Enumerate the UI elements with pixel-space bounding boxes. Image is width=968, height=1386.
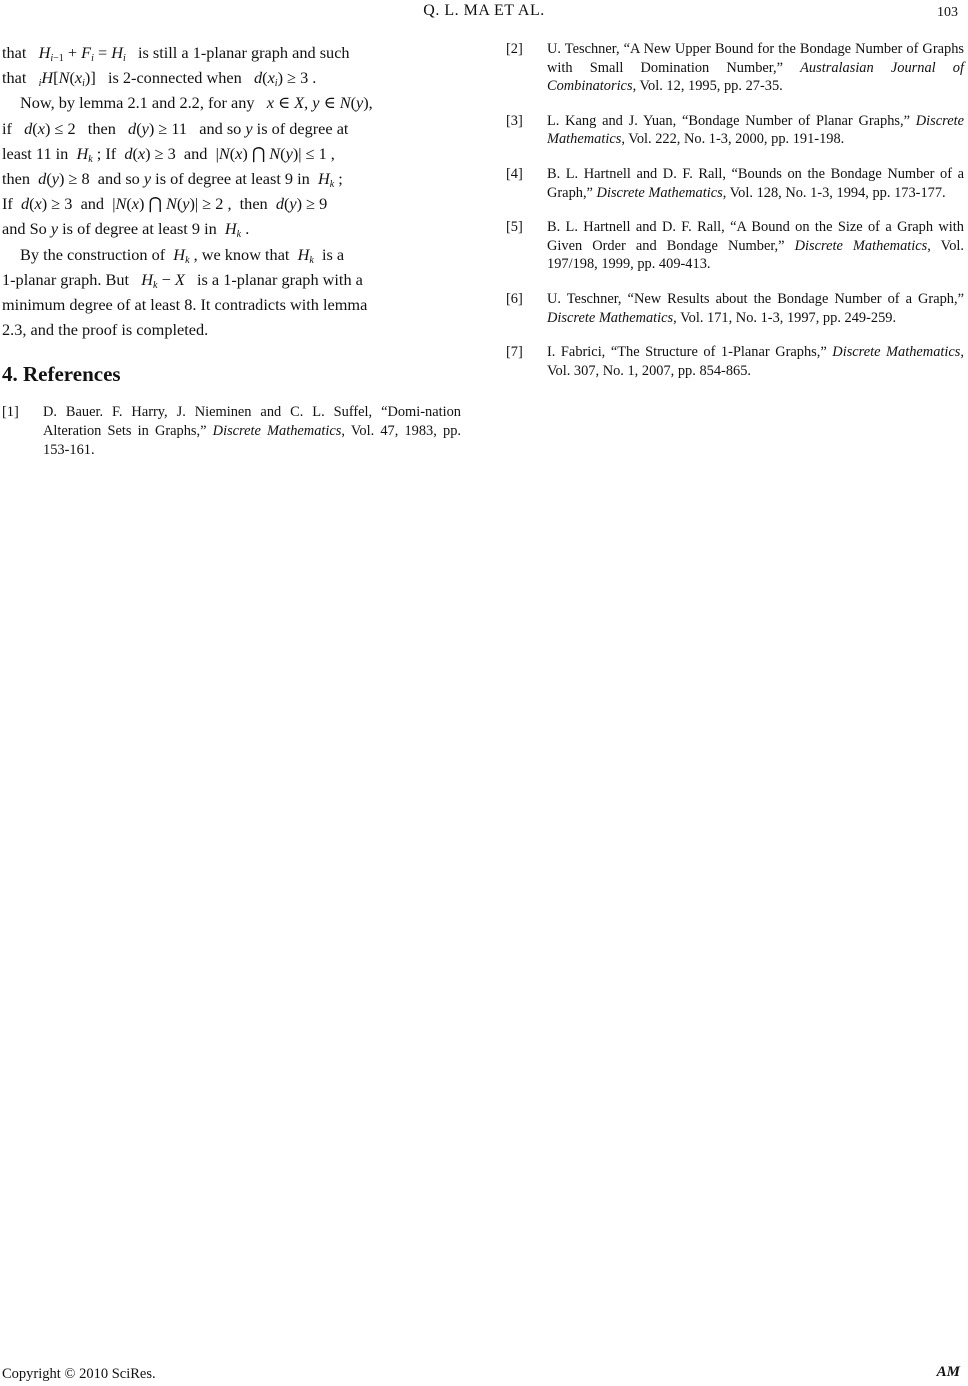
reference-text: D. Bauer. F. Harry, J. Nieminen and C. L. Suffel, “Domi-nation Alteration Sets in Graphs,” Discrete Mathematics, Vol. 47, 1983, pp. 153-161. xyxy=(43,404,461,458)
reference-1 xyxy=(2,403,461,459)
p2-line-5: If d(x) ≥ 3 and |N(x) ⋂ N(y)| ≥ 2 , then d(y) ≥ 9 xyxy=(2,194,328,214)
reference-6 xyxy=(506,290,964,327)
right-column xyxy=(506,40,964,396)
section-title-references: 4. References xyxy=(2,362,121,387)
reference-number: [5] xyxy=(506,219,523,236)
running-header-author: Q. L. MA ET AL. xyxy=(423,2,545,19)
reference-number: [4] xyxy=(506,165,523,182)
reference-4 xyxy=(506,165,964,202)
reference-text: L. Kang and J. Yuan, “Bondage Number of Planar Graphs,” Discrete Mathematics, Vol. 222, No. 1-3, 2000, pp. 191-198. xyxy=(547,112,964,148)
paragraph-3 xyxy=(2,242,461,343)
footer-copyright: Copyright © 2010 SciRes. xyxy=(2,1366,156,1382)
p1-line-1: that $H_{i-1} + F_i = H_i$ is still a 1-planar graph and such xyxy=(2,43,350,64)
p2-line-3: least 11 in $H_k$ ; If d(x) ≥ 3 and |N(x) ⋂ N(y)| ≤ 1 , xyxy=(2,143,335,165)
p2-line-4: then d(y) ≥ 8 and so y is of degree at least 9 in $H_k$ ; xyxy=(2,169,343,191)
reference-5 xyxy=(506,218,964,274)
paragraph-2 xyxy=(2,90,461,241)
reference-7 xyxy=(506,343,964,380)
reference-number: [2] xyxy=(506,41,523,57)
p2-line-1: Now, by lemma 2.1 and 2.2, for any x ∈ X, y ∈ N(y), xyxy=(20,93,373,113)
page-number: 103 xyxy=(937,5,958,20)
p2-line-6: and So y is of degree at least 9 in $H_k$ . xyxy=(2,219,250,241)
reference-text: U. Teschner, “New Results about the Bondage Number of a Graph,” Discrete Mathematics, Vol. 171, No. 1-3, 1997, pp. 249-259. xyxy=(547,290,964,326)
reference-number: [6] xyxy=(506,290,523,307)
p3-line-1: By the construction of $H_k$ , we know that $H_k$ is a xyxy=(20,244,345,266)
reference-3 xyxy=(506,112,964,149)
reference-text: I. Fabrici, “The Structure of 1-Planar Graphs,” Discrete Mathematics, Vol. 307, No. 1, 2007, pp. 854-865. xyxy=(547,344,964,379)
paragraph-1 xyxy=(2,40,461,90)
p3-line-2: 1-planar graph. But $H_k - X$ is a 1-planar graph with a xyxy=(2,269,363,291)
reference-text: B. L. Hartnell and D. F. Rall, “A Bound on the Size of a Graph with Given Order and Bondage Number,” Discrete Mathematics, Vol. 197/198, 1999, pp. 409-413. xyxy=(547,219,965,273)
reference-number: [3] xyxy=(506,112,523,129)
p3-line-3: minimum degree of at least 8. It contradicts with lemma xyxy=(2,295,368,315)
reference-number: [7] xyxy=(506,344,523,361)
reference-2 xyxy=(506,40,964,96)
p3-line-4: 2.3, and the proof is completed. xyxy=(2,320,209,340)
footer-journal-abbrev: AM xyxy=(936,1364,960,1380)
p2-line-2: if d(x) ≤ 2 then d(y) ≥ 11 and so y is of degree at xyxy=(2,118,349,138)
reference-number: [1] xyxy=(2,404,19,421)
reference-text: U. Teschner, “A New Upper Bound for the Bondage Number of Graphs with Small Domination Number,” Australasian Journal of Combinatorics, Vol. 12, 1995, pp. 27-35. xyxy=(547,41,964,95)
p1-line-2: that $_iH[N(x_i)]$ is 2-connected when $d(x_i) \ge 3$ . xyxy=(2,68,317,90)
left-column xyxy=(2,40,461,475)
reference-text: B. L. Hartnell and D. F. Rall, “Bounds on the Bondage Number of a Graph,” Discrete Mathematics, Vol. 128, No. 1-3, 1994, pp. 173-177. xyxy=(547,165,964,201)
